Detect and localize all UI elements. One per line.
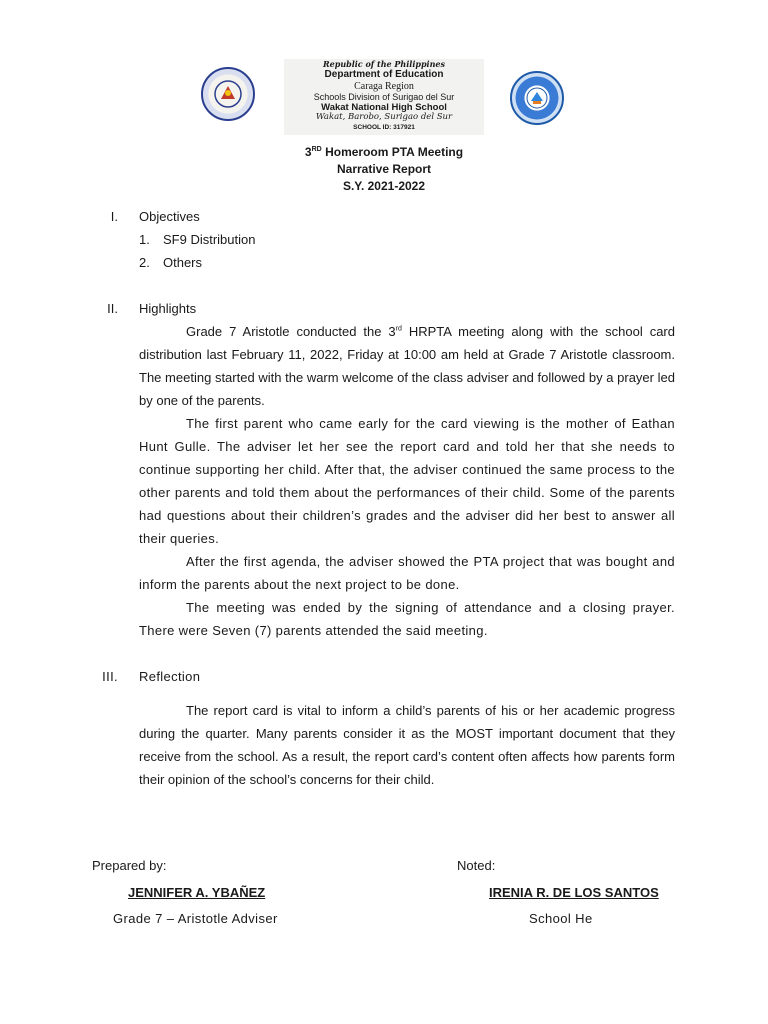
highlights-p1-sup: rd bbox=[395, 325, 402, 333]
highlights-paragraph-4: The meeting was ended by the signing of attendance and a closing prayer. There were Seven (7) parents attended the said meeting. bbox=[139, 600, 675, 638]
letterhead-address: Wakat, Barobo, Surigao del Sur bbox=[315, 112, 453, 123]
highlights-p1-text-b: HRPTA meeting along with the school card distribution last February 11, 2022, Friday at 10:00 am held at Grade 7 Aristotle classroom. The meeting started with the warm welcome of the class adviser and followed by a prayer led by one of the parents. bbox=[139, 324, 675, 408]
reflection-paragraph-1: The report card is vital to inform a child’s parents of his or her academic progress during the quarter. Many parents consider it as the MOST important document that they receive from the school. As a result, the report card’s content often affects how parents form their opinion of the school’s concerns for their child. bbox=[139, 703, 675, 787]
prepared-by-name: JENNIFER A. YBAÑEZ bbox=[128, 885, 266, 900]
letterhead-division: Schools Division of Surigao del Sur bbox=[313, 92, 455, 103]
title-line-2: Narrative Report bbox=[336, 162, 432, 176]
objective-item: Others bbox=[163, 255, 203, 270]
highlights-body bbox=[139, 320, 675, 642]
highlights-p1-text-a: Grade 7 Aristotle conducted the 3 bbox=[186, 324, 396, 339]
letterhead-department: Department of Education bbox=[324, 69, 444, 81]
section-numeral-highlights: II. bbox=[107, 301, 118, 316]
noted-by-role: School He bbox=[529, 911, 593, 926]
objective-item: SF9 Distribution bbox=[163, 232, 256, 247]
deped-seal-logo bbox=[201, 67, 255, 121]
letterhead-republic: Republic of the Philippines bbox=[322, 59, 445, 69]
noted-by-name: IRENIA R. DE LOS SANTOS bbox=[489, 885, 659, 900]
letterhead-region: Caraga Region bbox=[354, 80, 414, 92]
title-ordinal-suffix: RD bbox=[311, 146, 322, 153]
section-heading-highlights: Highlights bbox=[139, 301, 197, 316]
letterhead-block bbox=[284, 59, 484, 135]
highlights-paragraph-3: After the first agenda, the adviser showed the PTA project that was bought and inform the parents about the next project to be done. bbox=[139, 554, 675, 592]
section-heading-reflection: Reflection bbox=[139, 669, 201, 684]
noted-by-label: Noted: bbox=[457, 858, 496, 873]
section-numeral-reflection: III. bbox=[102, 669, 118, 684]
deped-seal-icon bbox=[203, 69, 253, 119]
highlights-paragraph-2: The first parent who came early for the card viewing is the mother of Eathan Hunt Gulle. The adviser let her see the report card and told her that she needs to continue supporting her child. After that, the adviser continued the same process to the other parents and told them about the performances of their child. Some of the parents had questions about their children’s grades and the adviser did her best to answer all their queries. bbox=[139, 416, 675, 546]
highlights-paragraph-1 bbox=[139, 320, 675, 412]
objective-number: 2. bbox=[139, 255, 150, 270]
report-title bbox=[0, 141, 768, 195]
title-meeting: Homeroom PTA Meeting bbox=[321, 145, 464, 159]
prepared-by-role: Grade 7 – Aristotle Adviser bbox=[113, 911, 278, 926]
section-numeral-objectives: I. bbox=[110, 209, 118, 224]
school-seal-icon bbox=[512, 73, 562, 123]
title-ordinal: 3 bbox=[304, 145, 312, 159]
letterhead-school: Wakat National High School bbox=[321, 101, 447, 113]
reflection-body bbox=[139, 699, 675, 791]
objective-number: 1. bbox=[139, 232, 150, 247]
school-seal-logo bbox=[510, 71, 564, 125]
section-heading-objectives: Objectives bbox=[139, 209, 200, 224]
title-line-1 bbox=[0, 141, 768, 161]
prepared-by-label: Prepared by: bbox=[92, 858, 167, 873]
letterhead-school-id: SCHOOL ID: 317921 bbox=[353, 124, 415, 132]
title-line-3: S.Y. 2021-2022 bbox=[342, 179, 426, 193]
